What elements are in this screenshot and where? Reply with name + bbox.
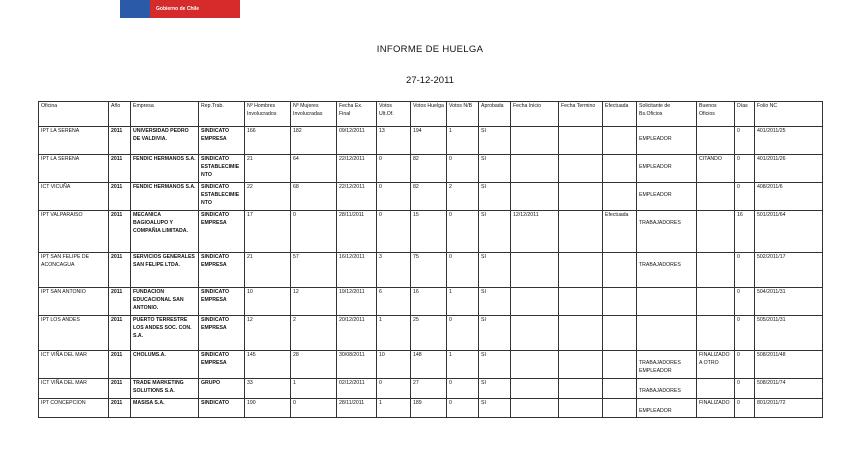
- table-cell: [603, 155, 637, 183]
- solicitante-value: [639, 289, 694, 297]
- table-cell: [559, 211, 603, 253]
- table-cell: PUERTO TERRESTRE LOS ANDES SOC. CON. S.A.: [131, 316, 199, 351]
- column-header: Solicitante de Bs.Oficios: [637, 102, 697, 127]
- table-cell: FUNDACION EDUCACIONAL SAN ANTONIO.: [131, 288, 199, 316]
- table-cell: 1: [447, 127, 479, 155]
- logo-text: Gobierno de Chile: [156, 6, 200, 12]
- table-cell: IPT CONCEPCION: [39, 399, 109, 418]
- table-cell: 0: [735, 288, 755, 316]
- table-cell: SINDICATO EMPRESA: [199, 211, 245, 253]
- table-cell: 16: [411, 288, 447, 316]
- table-row: [39, 211, 823, 253]
- table-cell: 0: [291, 211, 337, 253]
- table-cell: SINDICATO ESTABLECIMIENTO: [199, 155, 245, 183]
- table-cell: [511, 127, 559, 155]
- table-cell: [637, 211, 697, 253]
- table-cell: 504/2011/31: [755, 288, 823, 316]
- table-cell: 0: [377, 155, 411, 183]
- table-cell: [559, 351, 603, 379]
- table-cell: IPT VALPARAISO: [39, 211, 109, 253]
- table-cell: 182: [291, 127, 337, 155]
- report-title: INFORME DE HUELGA: [376, 44, 484, 55]
- column-header: Empresa: [131, 102, 199, 127]
- table-cell: 12: [291, 288, 337, 316]
- table-cell: [603, 351, 637, 379]
- table-cell: SINDICATO ESTABLECIMIENTO: [199, 183, 245, 211]
- table-cell: [637, 253, 697, 288]
- table-cell: IPT LA SERENA: [39, 127, 109, 155]
- table-cell: SI: [479, 351, 511, 379]
- table-cell: [697, 127, 735, 155]
- column-header: Fecha Termino: [559, 102, 603, 127]
- table-cell: [603, 183, 637, 211]
- table-cell: Efectuada: [603, 211, 637, 253]
- table-cell: GRUPO: [199, 379, 245, 399]
- table-cell: SINDICATO EMPRESA: [199, 253, 245, 288]
- strike-report-table: [38, 101, 823, 418]
- table-header-row: [39, 102, 823, 127]
- table-cell: 148: [411, 351, 447, 379]
- table-cell: 1: [291, 379, 337, 399]
- table-cell: SERVICIOS GENERALES SAN FELIPE LTDA.: [131, 253, 199, 288]
- table-cell: 401/2011/26: [755, 155, 823, 183]
- solicitante-value: EMPLEADOR: [639, 192, 672, 198]
- table-cell: 508/2011/74: [755, 379, 823, 399]
- table-row: [39, 351, 823, 379]
- table-cell: ICT VIÑA DEL MAR: [39, 379, 109, 399]
- table-cell: 12/12/2011: [511, 211, 559, 253]
- table-cell: SI: [479, 155, 511, 183]
- table-cell: 0: [291, 399, 337, 418]
- column-header: Votos N/B: [447, 102, 479, 127]
- column-header: Oficina: [39, 102, 109, 127]
- table-cell: ICT VIÑA DEL MAR: [39, 351, 109, 379]
- solicitante-value: TRABAJADORES: [639, 220, 681, 226]
- table-cell: 20/12/2011: [337, 316, 377, 351]
- table-cell: FENDIC HERMANOS S.A.: [131, 155, 199, 183]
- solicitante-value: EMPLEADOR: [639, 136, 672, 142]
- table-cell: SINDICATO EMPRESA: [199, 127, 245, 155]
- table-cell: 1: [447, 351, 479, 379]
- table-cell: 6: [377, 288, 411, 316]
- table-cell: [603, 379, 637, 399]
- table-cell: IPT LA SERENA: [39, 155, 109, 183]
- table-cell: 0: [447, 253, 479, 288]
- table-cell: 0: [735, 127, 755, 155]
- table-cell: 0: [377, 211, 411, 253]
- solicitante-value: EMPLEADOR: [639, 408, 672, 414]
- table-cell: [697, 288, 735, 316]
- table-cell: 2011: [109, 253, 131, 288]
- table-cell: 801/2011/72: [755, 399, 823, 418]
- table-cell: FINALIZADO A OTRO: [697, 351, 735, 379]
- table-cell: 2: [291, 316, 337, 351]
- table-cell: 0: [377, 183, 411, 211]
- table-cell: 401/2011/25: [755, 127, 823, 155]
- table-cell: SINDICATO: [199, 399, 245, 418]
- logo-flag-red: [150, 0, 240, 18]
- table-cell: 0: [735, 183, 755, 211]
- table-cell: 145: [245, 351, 291, 379]
- table-cell: [637, 183, 697, 211]
- table-row: [39, 183, 823, 211]
- table-cell: FENDIC HERMANOS S.A.: [131, 183, 199, 211]
- solicitante-value: TRABAJADORES EMPLEADOR: [639, 360, 681, 374]
- table-cell: [637, 351, 697, 379]
- column-header: Aprobada: [479, 102, 511, 127]
- table-cell: SI: [479, 399, 511, 418]
- table-cell: [559, 288, 603, 316]
- table-cell: 0: [735, 351, 755, 379]
- table-cell: [511, 183, 559, 211]
- column-header: Votos Huelga: [411, 102, 447, 127]
- solicitante-value: [639, 317, 694, 325]
- table-cell: [697, 183, 735, 211]
- table-cell: [603, 316, 637, 351]
- table-cell: UNIVERSIDAD PEDRO DE VALDIVIA.: [131, 127, 199, 155]
- table-cell: [637, 288, 697, 316]
- table-cell: 22/12/2011: [337, 155, 377, 183]
- table-cell: [603, 399, 637, 418]
- table-cell: 22/12/2011: [337, 183, 377, 211]
- table-cell: 502/2011/17: [755, 253, 823, 288]
- table-cell: [511, 155, 559, 183]
- table-cell: 408/2011/6: [755, 183, 823, 211]
- report-date: 27-12-2011: [406, 75, 454, 86]
- column-header: Folio NC: [755, 102, 823, 127]
- table-cell: 16/12/2011: [337, 253, 377, 288]
- table-cell: 0: [377, 379, 411, 399]
- table-cell: [637, 155, 697, 183]
- column-header: Año: [109, 102, 131, 127]
- column-header: Buenos Oficios: [697, 102, 735, 127]
- table-row: [39, 127, 823, 155]
- table-cell: 194: [411, 127, 447, 155]
- table-cell: 3: [377, 253, 411, 288]
- table-cell: 10: [245, 288, 291, 316]
- table-cell: 12: [245, 316, 291, 351]
- table-cell: 68: [291, 183, 337, 211]
- column-header: Fecha Inicio: [511, 102, 559, 127]
- table-cell: [637, 127, 697, 155]
- table-cell: [511, 288, 559, 316]
- column-header: Votos Ult.Of.: [377, 102, 411, 127]
- table-cell: 2011: [109, 379, 131, 399]
- table-cell: 2: [447, 183, 479, 211]
- table-cell: 0: [735, 253, 755, 288]
- table-cell: SI: [479, 211, 511, 253]
- table-cell: 82: [411, 155, 447, 183]
- table-cell: 0: [447, 316, 479, 351]
- table-cell: [511, 399, 559, 418]
- table-cell: CITANDO: [697, 155, 735, 183]
- table-cell: [697, 211, 735, 253]
- table-cell: [637, 379, 697, 399]
- table-cell: 508/2011/48: [755, 351, 823, 379]
- table-cell: [603, 253, 637, 288]
- table-cell: 28: [291, 351, 337, 379]
- table-cell: 2011: [109, 399, 131, 418]
- table-cell: 1: [377, 399, 411, 418]
- table-cell: 21: [245, 253, 291, 288]
- table-cell: 13: [377, 127, 411, 155]
- table-cell: IPT SAN FELIPE DE ACONCAGUA: [39, 253, 109, 288]
- table-cell: 2011: [109, 183, 131, 211]
- table-cell: [559, 316, 603, 351]
- table-cell: MASISA S.A.: [131, 399, 199, 418]
- table-cell: [559, 127, 603, 155]
- table-row: [39, 399, 823, 418]
- table-cell: 0: [735, 379, 755, 399]
- table-cell: CHOLUMS.A.: [131, 351, 199, 379]
- table-row: [39, 379, 823, 399]
- table-row: [39, 316, 823, 351]
- table-cell: 0: [447, 399, 479, 418]
- table-cell: SINDICATO EMPRESA: [199, 316, 245, 351]
- table-cell: SI: [479, 183, 511, 211]
- table-cell: [637, 316, 697, 351]
- table-cell: 0: [735, 316, 755, 351]
- column-header: Nº Mujeres Involucradas: [291, 102, 337, 127]
- table-cell: 2011: [109, 155, 131, 183]
- table-cell: [559, 399, 603, 418]
- table-cell: [697, 316, 735, 351]
- table-cell: 15: [411, 211, 447, 253]
- table-cell: 22: [245, 183, 291, 211]
- table-cell: 02/12/2011: [337, 379, 377, 399]
- solicitante-value: EMPLEADOR: [639, 164, 672, 170]
- table-cell: TRADE MARKETING SOLUTIONS S.A.: [131, 379, 199, 399]
- table-cell: 75: [411, 253, 447, 288]
- table-cell: 28/11/2011: [337, 399, 377, 418]
- table-cell: 501/2011/64: [755, 211, 823, 253]
- table-cell: SINDICATO EMPRESA: [199, 288, 245, 316]
- table-cell: [559, 155, 603, 183]
- table-cell: 21: [245, 155, 291, 183]
- table-cell: [511, 351, 559, 379]
- table-cell: 30/08/2011: [337, 351, 377, 379]
- table-cell: [559, 379, 603, 399]
- table-cell: IPT LOS ANDES: [39, 316, 109, 351]
- table-cell: 2011: [109, 316, 131, 351]
- column-header: Efectuada: [603, 102, 637, 127]
- column-header: Rep.Trab.: [199, 102, 245, 127]
- table-row: [39, 155, 823, 183]
- table-cell: [637, 399, 697, 418]
- column-header: Días: [735, 102, 755, 127]
- table-cell: 10: [377, 351, 411, 379]
- table-cell: 0: [735, 399, 755, 418]
- table-cell: 82: [411, 183, 447, 211]
- table-cell: 1: [447, 288, 479, 316]
- table-cell: 0: [447, 379, 479, 399]
- table-cell: 190: [245, 399, 291, 418]
- column-header: Nº Hombres Involucrados: [245, 102, 291, 127]
- table-cell: SINDICATO EMPRESA: [199, 351, 245, 379]
- table-cell: 09/12/2011: [337, 127, 377, 155]
- table-row: [39, 288, 823, 316]
- solicitante-value: TRABAJADORES: [639, 388, 681, 394]
- table-cell: 2011: [109, 127, 131, 155]
- table-cell: 0: [735, 155, 755, 183]
- table-cell: MECANICA BAGIOALUPO Y COMPAÑIA LIMITADA.: [131, 211, 199, 253]
- table-cell: [603, 127, 637, 155]
- table-cell: [697, 379, 735, 399]
- table-cell: FINALIZADO: [697, 399, 735, 418]
- table-cell: SI: [479, 253, 511, 288]
- table-cell: 2011: [109, 351, 131, 379]
- table-cell: 505/2011/31: [755, 316, 823, 351]
- table-cell: 57: [291, 253, 337, 288]
- table-cell: 28/11/2011: [337, 211, 377, 253]
- table-cell: 16: [735, 211, 755, 253]
- table-cell: 25: [411, 316, 447, 351]
- table-cell: SI: [479, 127, 511, 155]
- table-cell: [559, 253, 603, 288]
- table-cell: 166: [245, 127, 291, 155]
- table-cell: 0: [447, 211, 479, 253]
- logo-flag-blue: [120, 0, 150, 18]
- table-cell: 33: [245, 379, 291, 399]
- table-cell: 189: [411, 399, 447, 418]
- table-cell: 19/12/2011: [337, 288, 377, 316]
- table-cell: [697, 253, 735, 288]
- table-cell: 0: [447, 155, 479, 183]
- table-cell: SI: [479, 288, 511, 316]
- table-row: [39, 253, 823, 288]
- table-cell: SI: [479, 316, 511, 351]
- table-cell: [511, 316, 559, 351]
- table-cell: 17: [245, 211, 291, 253]
- table-cell: 27: [411, 379, 447, 399]
- table-cell: 2011: [109, 288, 131, 316]
- solicitante-value: TRABAJADORES: [639, 262, 681, 268]
- table-cell: 2011: [109, 211, 131, 253]
- table-cell: 1: [377, 316, 411, 351]
- table-cell: IPT SAN ANTONIO: [39, 288, 109, 316]
- table-body: [39, 127, 823, 418]
- table-cell: [511, 379, 559, 399]
- table-cell: 64: [291, 155, 337, 183]
- table-cell: [603, 288, 637, 316]
- table-cell: ICT VICUÑA: [39, 183, 109, 211]
- table-cell: SI: [479, 379, 511, 399]
- gobierno-logo: [120, 0, 240, 18]
- column-header: Fecha Ex. Final: [337, 102, 377, 127]
- table-cell: [511, 253, 559, 288]
- table-cell: [559, 183, 603, 211]
